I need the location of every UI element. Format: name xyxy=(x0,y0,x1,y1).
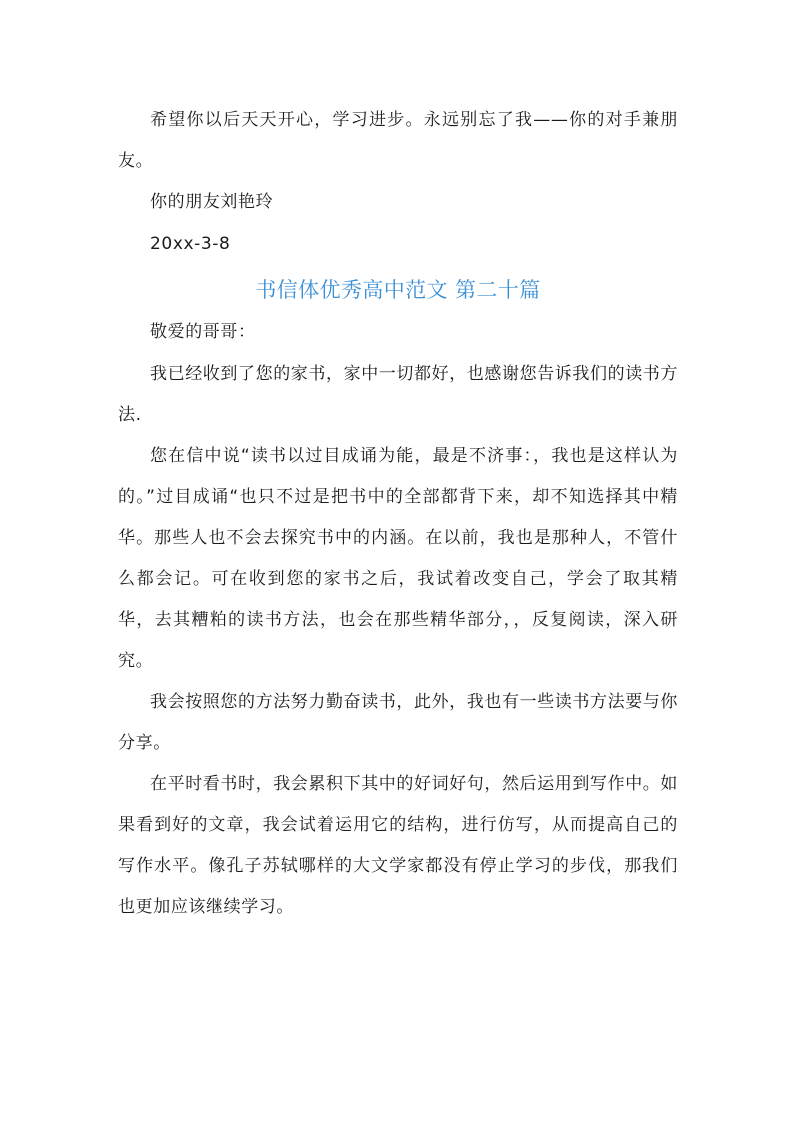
paragraph-signature: 你的朋友刘艳玲 xyxy=(150,192,274,212)
paragraph-body-4: 在平时看书时，我会累积下其中的好词好句，然后运用到写作中。如果看到好的文章，我会试着运用它的结构，进行仿写，从而提高自己的写作水平。像孔子苏轼哪样的大文学家都没有停止学习的步伐，那我们也更加应该继续学习。 xyxy=(118,774,678,917)
paragraph-body-1: 我已经收到了您的家书，家中一切都好，也感谢您告诉我们的读书方法. xyxy=(118,364,678,425)
paragraph-body-3: 我会按照您的方法努力勤奋读书，此外，我也有一些读书方法要与你分享。 xyxy=(118,692,678,753)
document-body xyxy=(118,100,678,928)
section-heading: 书信体优秀高中范文 第二十篇 xyxy=(255,278,541,302)
paragraph-body-2: 您在信中说“读书以过目成诵为能，最是不济事：，我也是这样认为的。”过目成诵“也只不过是把书中的全部都背下来，却不知选择其中精华。那些人也不会去探究书中的内涵。在以前，我也是那种人，不管什么都会记。可在收到您的家书之后，我试着改变自己，学会了取其精华，去其糟粕的读书方法，也会在那些精华部分，，反复阅读，深入研究。 xyxy=(118,446,678,671)
paragraph-closing-wish: 希望你以后天天开心，学习进步。永远别忘了我——你的对手兼朋友。 xyxy=(118,110,678,171)
paragraph-salutation: 敬爱的哥哥： xyxy=(150,322,256,342)
paragraph-date: 20xx-3-8 xyxy=(150,234,231,254)
